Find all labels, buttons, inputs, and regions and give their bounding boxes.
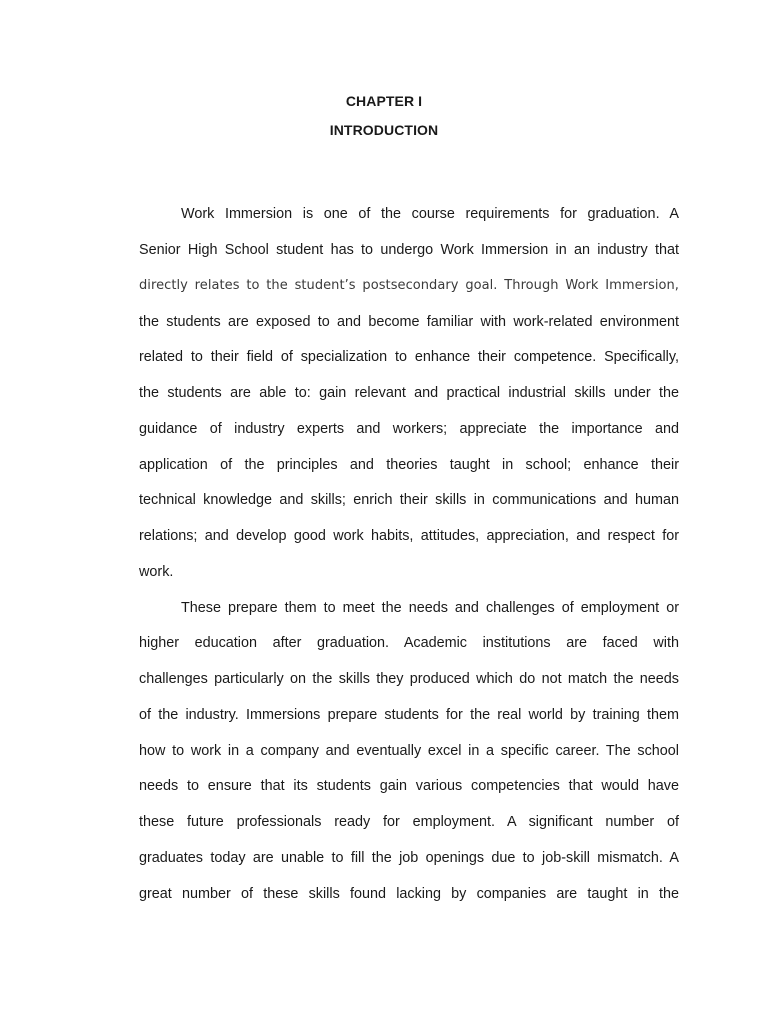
- paragraph-line: related to their field of specialization to enhance their competence. Specifically,: [139, 349, 679, 365]
- paragraph-line: These prepare them to meet the needs and challenges of employment or: [181, 600, 679, 616]
- paragraph-line: directly relates to the student’s postsecondary goal. Through Work Immersion,: [139, 278, 679, 293]
- paragraph-line: higher education after graduation. Academic institutions are faced with: [139, 635, 679, 651]
- paragraph-line: challenges particularly on the skills they produced which do not match the needs: [139, 671, 679, 687]
- paragraph-line: the students are exposed to and become familiar with work-related environment: [139, 314, 679, 330]
- paragraph-line: Senior High School student has to undergo Work Immersion in an industry that: [139, 242, 679, 258]
- section-title: INTRODUCTION: [329, 122, 439, 138]
- paragraph-line: these future professionals ready for employment. A significant number of: [139, 814, 679, 830]
- paragraph-line: graduates today are unable to fill the job openings due to job-skill mismatch. A: [139, 850, 679, 866]
- paragraph-line: the students are able to: gain relevant and practical industrial skills under the: [139, 385, 679, 401]
- paragraph-line: how to work in a company and eventually excel in a specific career. The school: [139, 743, 679, 759]
- paragraph-line: needs to ensure that its students gain various competencies that would have: [139, 778, 679, 794]
- paragraph-line: application of the principles and theories taught in school; enhance their: [139, 457, 679, 473]
- paragraph-line: technical knowledge and skills; enrich their skills in communications and human: [139, 492, 679, 508]
- paragraph-line: great number of these skills found lacking by companies are taught in the: [139, 886, 679, 902]
- chapter-heading: CHAPTER I: [345, 93, 423, 109]
- paragraph-line: relations; and develop good work habits, attitudes, appreciation, and respect for: [139, 528, 679, 544]
- paragraph-line: work.: [139, 564, 174, 580]
- paragraph-line: of the industry. Immersions prepare students for the real world by training them: [139, 707, 679, 723]
- paragraph-line: guidance of industry experts and workers; appreciate the importance and: [139, 421, 679, 437]
- paragraph-line: Work Immersion is one of the course requirements for graduation. A: [181, 206, 679, 222]
